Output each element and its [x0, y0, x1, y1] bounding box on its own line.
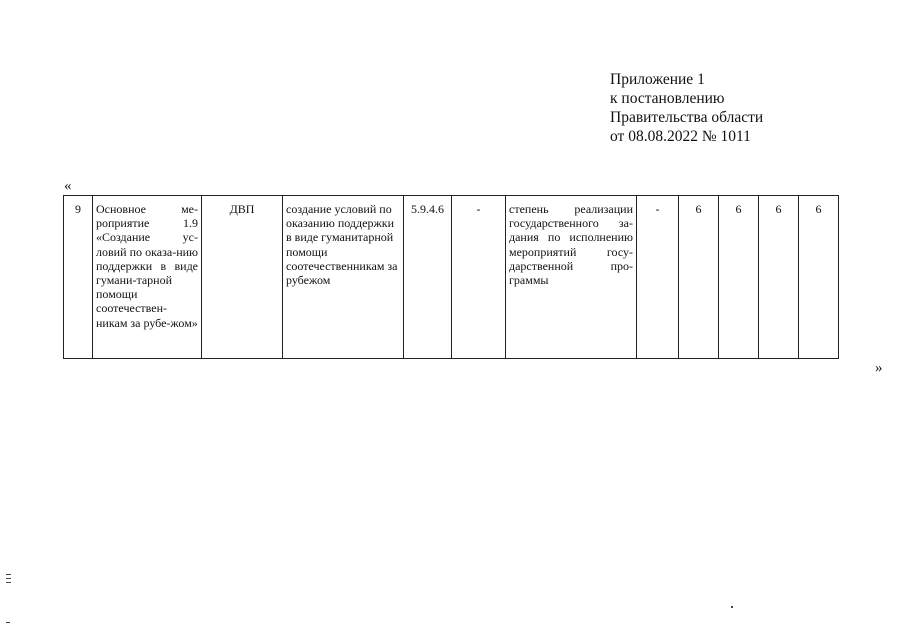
- scan-mark: [6, 582, 11, 583]
- table-row: [64, 196, 839, 359]
- scan-mark: [731, 606, 733, 608]
- appendix-line-resolution: к постановлению: [610, 90, 725, 107]
- indicator-cell: степень реализации государственного за-дания по исполнению мероприятий госу-дарственной про-граммы: [506, 196, 637, 359]
- measure-name: Основное ме-роприятие 1.9 «Создание ус-ловий по оказа-нию поддержки в виде гумани-тарной помощи соотечествен-никам за рубе-жом»: [93, 196, 202, 359]
- appendix-header: [610, 70, 763, 146]
- value-cell-4: 6: [799, 196, 839, 359]
- appendix-line-title: Приложение 1: [610, 71, 705, 88]
- appendix-line-government: Правительства области: [610, 109, 764, 126]
- opening-quote: «: [64, 178, 72, 194]
- value-cell-3: 6: [759, 196, 799, 359]
- task-cell: создание условий по оказанию поддержки в виде гуманитарной помощи соотечественникам за рубежом: [283, 196, 404, 359]
- closing-quote: »: [875, 360, 883, 376]
- scan-mark: [6, 622, 10, 623]
- executor-cell: ДВП: [202, 196, 283, 359]
- measures-table: [63, 195, 839, 359]
- code-cell: 5.9.4.6: [404, 196, 452, 359]
- scan-mark: [6, 574, 11, 575]
- appendix-line-date-number: от 08.08.2022 № 1011: [610, 128, 751, 145]
- scan-mark: [6, 578, 11, 579]
- dash-cell: -: [452, 196, 506, 359]
- row-number: 9: [64, 196, 93, 359]
- value-cell-1: 6: [679, 196, 719, 359]
- dash-cell-2: -: [637, 196, 679, 359]
- value-cell-2: 6: [719, 196, 759, 359]
